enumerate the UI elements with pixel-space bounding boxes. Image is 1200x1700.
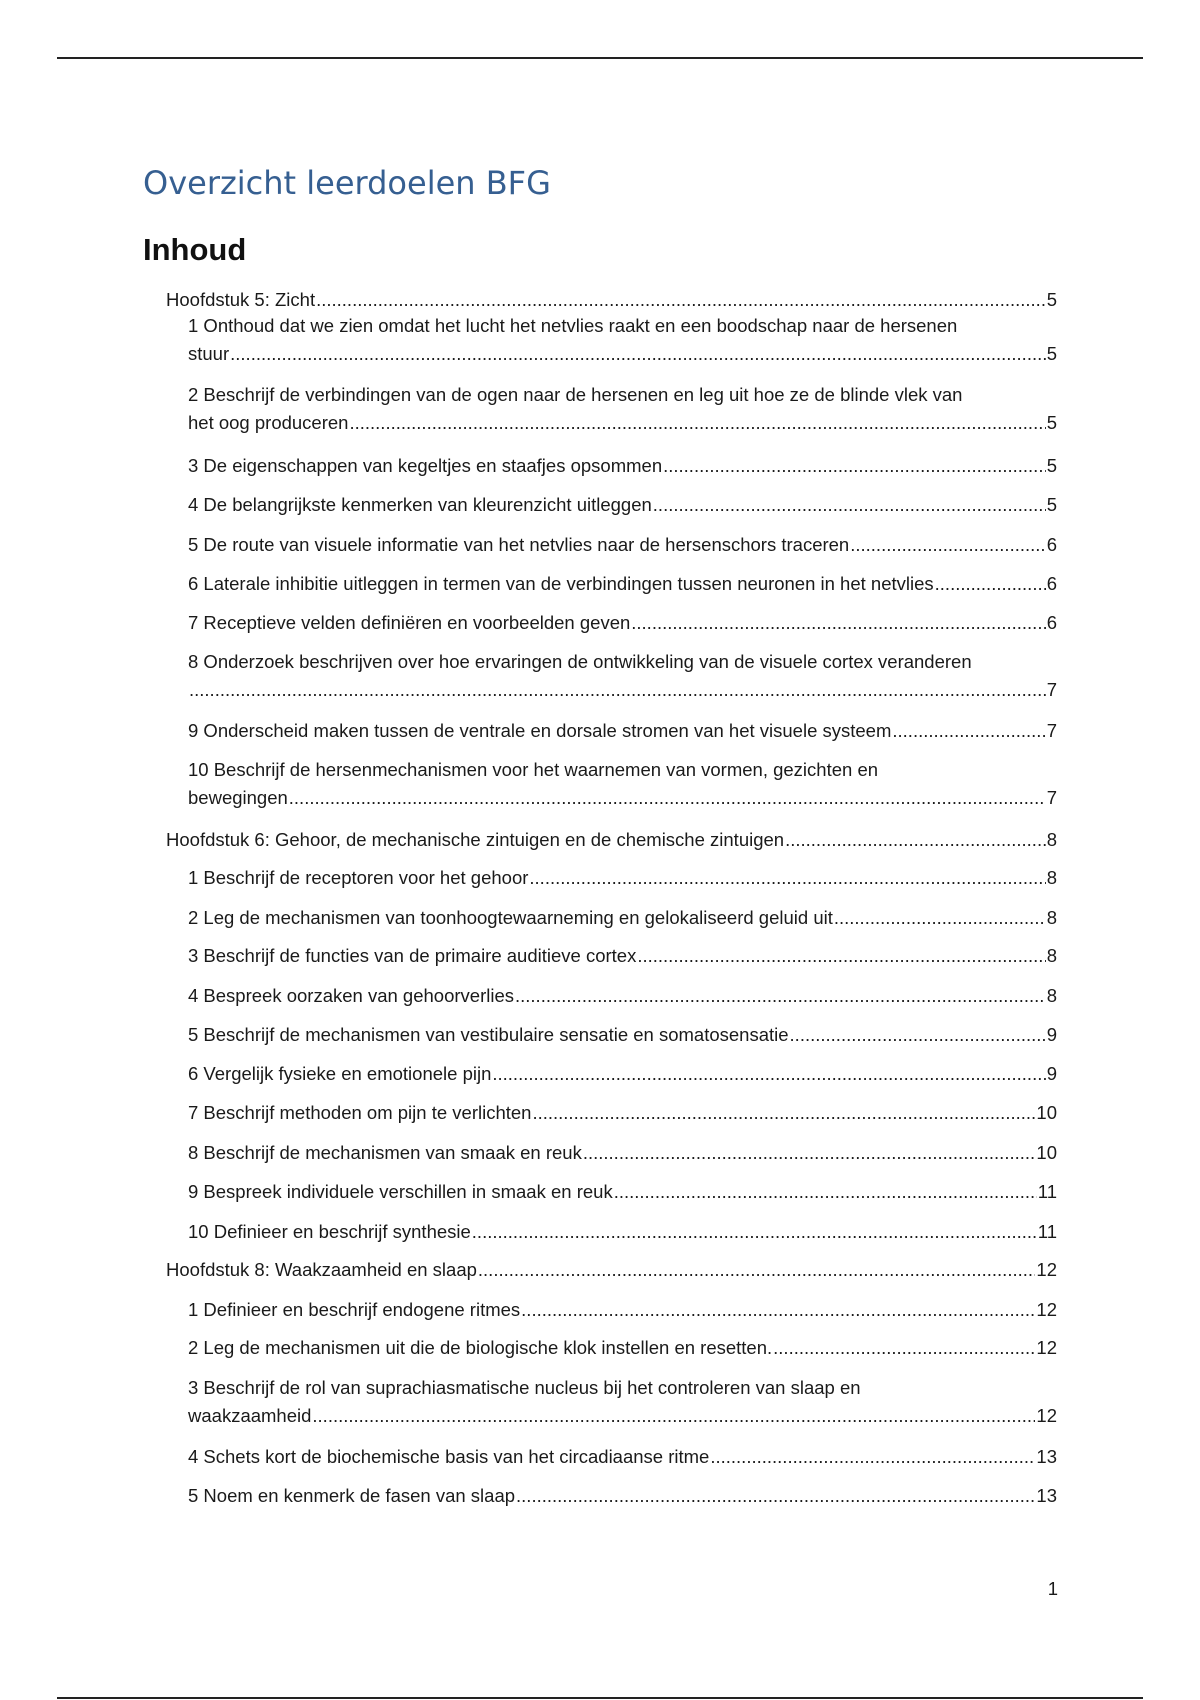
toc-goal-entry[interactable] [188, 1334, 1057, 1362]
toc-dot-leader [892, 717, 1045, 745]
toc-entry-text: bewegingen [188, 787, 288, 808]
toc-dot-leader [583, 1139, 1036, 1167]
toc-dot-leader [532, 1099, 1035, 1127]
footer-rule [57, 1697, 1143, 1699]
toc-dot-leader [710, 1443, 1035, 1471]
toc-page-number: 8 [1046, 867, 1057, 888]
toc-entry-text: 3 Beschrijf de functies van de primaire auditieve cortex [188, 945, 637, 966]
toc-entry-text: 7 Receptieve velden definiëren en voorbeelden geven [188, 612, 631, 633]
toc-goal-entry[interactable] [188, 312, 1057, 368]
toc-dot-leader [529, 864, 1045, 892]
toc-entry-line [188, 609, 1057, 637]
toc-dot-leader [773, 1334, 1035, 1362]
toc-goal-entry[interactable] [188, 452, 1057, 480]
toc-entry-text: Hoofdstuk 8: Waakzaamheid en slaap [166, 1259, 477, 1280]
toc-page-number: 8 [1046, 945, 1057, 966]
toc-entry-text: 1 Beschrijf de receptoren voor het gehoor [188, 867, 529, 888]
toc-entry-text: 2 Leg de mechanismen uit die de biologische klok instellen en resetten. [188, 1337, 773, 1358]
toc-page-number: 9 [1046, 1024, 1057, 1045]
toc-goal-entry[interactable] [188, 904, 1057, 932]
toc-chapter-entry[interactable] [166, 826, 1057, 854]
toc-entry-text: 9 Bespreek individuele verschillen in smaak en reuk [188, 1181, 613, 1202]
toc-entry-text: 4 De belangrijkste kenmerken van kleurenzicht uitleggen [188, 494, 652, 515]
toc-dot-leader [349, 409, 1045, 437]
toc-entry-line [188, 1218, 1057, 1246]
toc-entry-text: stuur [188, 343, 230, 364]
toc-goal-entry[interactable] [188, 1296, 1057, 1324]
toc-page-number: 11 [1037, 1181, 1057, 1202]
toc-entry-line [188, 1296, 1057, 1324]
toc-dot-leader [521, 1296, 1035, 1324]
toc-dot-leader [289, 784, 1046, 812]
toc-entry-text: 5 De route van visuele informatie van het netvlies naar de hersenschors traceren [188, 534, 850, 555]
toc-dot-leader [637, 942, 1045, 970]
toc-goal-entry[interactable] [188, 864, 1057, 892]
toc-entry-text: 5 Noem en kenmerk de fasen van slaap [188, 1485, 516, 1506]
toc-entry-first-line: 3 Beschrijf de rol van suprachiasmatische nucleus bij het controleren van slaap en [188, 1377, 861, 1398]
toc-goal-entry[interactable] [188, 942, 1057, 970]
document-title: Overzicht leerdoelen BFG [143, 164, 551, 202]
toc-entry-line [188, 1178, 1057, 1206]
toc-goal-entry[interactable] [188, 1218, 1057, 1246]
toc-entry-line [188, 676, 1057, 704]
toc-dot-leader [492, 1060, 1045, 1088]
toc-page-number: 13 [1036, 1446, 1057, 1467]
toc-dot-leader [834, 904, 1046, 932]
toc-entry-text: 9 Onderscheid maken tussen de ventrale en dorsale stromen van het visuele systeem [188, 720, 892, 741]
toc-page-number: 5 [1046, 494, 1057, 515]
toc-chapter-entry[interactable] [166, 1256, 1057, 1284]
toc-entry-line [166, 286, 1057, 314]
toc-entry-text: 3 De eigenschappen van kegeltjes en staafjes opsommen [188, 455, 663, 476]
toc-entry-line [188, 784, 1057, 812]
toc-entry-text: het oog produceren [188, 412, 349, 433]
toc-entry-text: waakzaamheid [188, 1405, 312, 1426]
toc-entry-line [188, 982, 1057, 1010]
toc-page-number: 7 [1046, 720, 1057, 741]
toc-page-number: 10 [1036, 1102, 1057, 1123]
toc-dot-leader [312, 1402, 1035, 1430]
toc-dot-leader [850, 531, 1045, 559]
toc-entry-line [188, 340, 1057, 368]
toc-page-number: 8 [1046, 907, 1057, 928]
toc-entry-text: 1 Definieer en beschrijf endogene ritmes [188, 1299, 521, 1320]
toc-page-number: 6 [1046, 573, 1057, 594]
toc-entry-line [188, 1099, 1057, 1127]
toc-page-number: 13 [1036, 1485, 1057, 1506]
toc-goal-entry[interactable] [188, 1443, 1057, 1471]
toc-goal-entry[interactable] [188, 1021, 1057, 1049]
toc-dot-leader [653, 491, 1046, 519]
toc-goal-entry[interactable] [188, 609, 1057, 637]
toc-entry-line [188, 864, 1057, 892]
toc-entry-line [188, 531, 1057, 559]
toc-dot-leader [614, 1178, 1037, 1206]
toc-entry-text: 6 Vergelijk fysieke en emotionele pijn [188, 1063, 492, 1084]
toc-page-number: 7 [1046, 679, 1057, 700]
toc-entry-first-line: 2 Beschrijf de verbindingen van de ogen naar de hersenen en leg uit hoe ze de blinde vlek van [188, 384, 963, 405]
toc-goal-entry[interactable] [188, 648, 1057, 704]
toc-dot-leader [472, 1218, 1037, 1246]
toc-dot-leader [230, 340, 1046, 368]
page-number: 1 [1047, 1578, 1058, 1599]
toc-chapter-entry[interactable] [166, 286, 1057, 314]
toc-dot-leader [189, 676, 1046, 704]
toc-entry-line [188, 1021, 1057, 1049]
toc-entry-line [188, 904, 1057, 932]
toc-dot-leader [935, 570, 1046, 598]
toc-entry-line [188, 1402, 1057, 1430]
toc-goal-entry[interactable] [188, 1374, 1057, 1430]
toc-goal-entry[interactable] [188, 570, 1057, 598]
toc-page-number: 7 [1046, 787, 1057, 808]
toc-page-number: 12 [1036, 1259, 1057, 1280]
toc-entry-line [166, 1256, 1057, 1284]
toc-goal-entry[interactable] [188, 1178, 1057, 1206]
toc-page-number: 5 [1046, 412, 1057, 433]
toc-entry-text: Hoofdstuk 5: Zicht [166, 289, 316, 310]
toc-entry-first-line: 10 Beschrijf de hersenmechanismen voor het waarnemen van vormen, gezichten en [188, 759, 879, 780]
toc-entry-line [188, 1060, 1057, 1088]
toc-entry-text: 4 Bespreek oorzaken van gehoorverlies [188, 985, 514, 1006]
toc-entry-first-line: 1 Onthoud dat we zien omdat het lucht het netvlies raakt en een boodschap naar de hersenen [188, 315, 958, 336]
toc-heading: Inhoud [143, 232, 247, 267]
toc-entry-line [188, 1482, 1057, 1510]
toc-goal-entry[interactable] [188, 531, 1057, 559]
toc-goal-entry[interactable] [188, 1139, 1057, 1167]
toc-page-number: 11 [1037, 1221, 1057, 1242]
toc-entry-text: 2 Leg de mechanismen van toonhoogtewaarneming en gelokaliseerd geluid uit [188, 907, 833, 928]
toc-goal-entry[interactable] [188, 756, 1057, 812]
toc-dot-leader [631, 609, 1045, 637]
toc-entry-line [188, 942, 1057, 970]
toc-dot-leader [478, 1256, 1036, 1284]
toc-dot-leader [515, 982, 1046, 1010]
toc-goal-entry[interactable] [188, 491, 1057, 519]
toc-entry-text: 10 Definieer en beschrijf synthesie [188, 1221, 471, 1242]
toc-entry-line [188, 452, 1057, 480]
toc-page-number: 5 [1046, 455, 1057, 476]
toc-entry-text: 5 Beschrijf de mechanismen van vestibulaire sensatie en somatosensatie [188, 1024, 789, 1045]
toc-entry-line [188, 491, 1057, 519]
toc-dot-leader [790, 1021, 1046, 1049]
toc-entry-text: 8 Beschrijf de mechanismen van smaak en reuk [188, 1142, 582, 1163]
toc-goal-entry[interactable] [188, 1099, 1057, 1127]
toc-page-number: 12 [1036, 1405, 1057, 1426]
toc-goal-entry[interactable] [188, 1482, 1057, 1510]
toc-dot-leader [663, 452, 1046, 480]
toc-entry-text: 7 Beschrijf methoden om pijn te verlichten [188, 1102, 532, 1123]
toc-page-number: 5 [1046, 289, 1057, 310]
toc-dot-leader [785, 826, 1046, 854]
toc-entry-text: 6 Laterale inhibitie uitleggen in termen van de verbindingen tussen neuronen in het netvlies [188, 573, 934, 594]
toc-goal-entry[interactable] [188, 1060, 1057, 1088]
toc-entry-line [188, 1139, 1057, 1167]
toc-page-number: 6 [1046, 612, 1057, 633]
toc-entry-text: Hoofdstuk 6: Gehoor, de mechanische zintuigen en de chemische zintuigen [166, 829, 785, 850]
toc-entry-line [188, 570, 1057, 598]
toc-page-number: 5 [1046, 343, 1057, 364]
toc-dot-leader [516, 1482, 1035, 1510]
toc-entry-line [188, 409, 1057, 437]
toc-entry-line [188, 1443, 1057, 1471]
toc-entry-line [188, 717, 1057, 745]
toc-entry-line [188, 1334, 1057, 1362]
toc-page-number: 8 [1046, 985, 1057, 1006]
toc-entry-text: 4 Schets kort de biochemische basis van het circadiaanse ritme [188, 1446, 710, 1467]
toc-page-number: 8 [1046, 829, 1057, 850]
toc-page-number: 12 [1036, 1337, 1057, 1358]
toc-page-number: 12 [1036, 1299, 1057, 1320]
toc-page-number: 6 [1046, 534, 1057, 555]
toc-page-number: 10 [1036, 1142, 1057, 1163]
toc-dot-leader [316, 286, 1046, 314]
toc-goal-entry[interactable] [188, 381, 1057, 437]
toc-goal-entry[interactable] [188, 717, 1057, 745]
toc-entry-first-line: 8 Onderzoek beschrijven over hoe ervaringen de ontwikkeling van de visuele cortex veranderen [188, 651, 972, 672]
toc-goal-entry[interactable] [188, 982, 1057, 1010]
toc-page-number: 9 [1046, 1063, 1057, 1084]
toc-entry-line [166, 826, 1057, 854]
